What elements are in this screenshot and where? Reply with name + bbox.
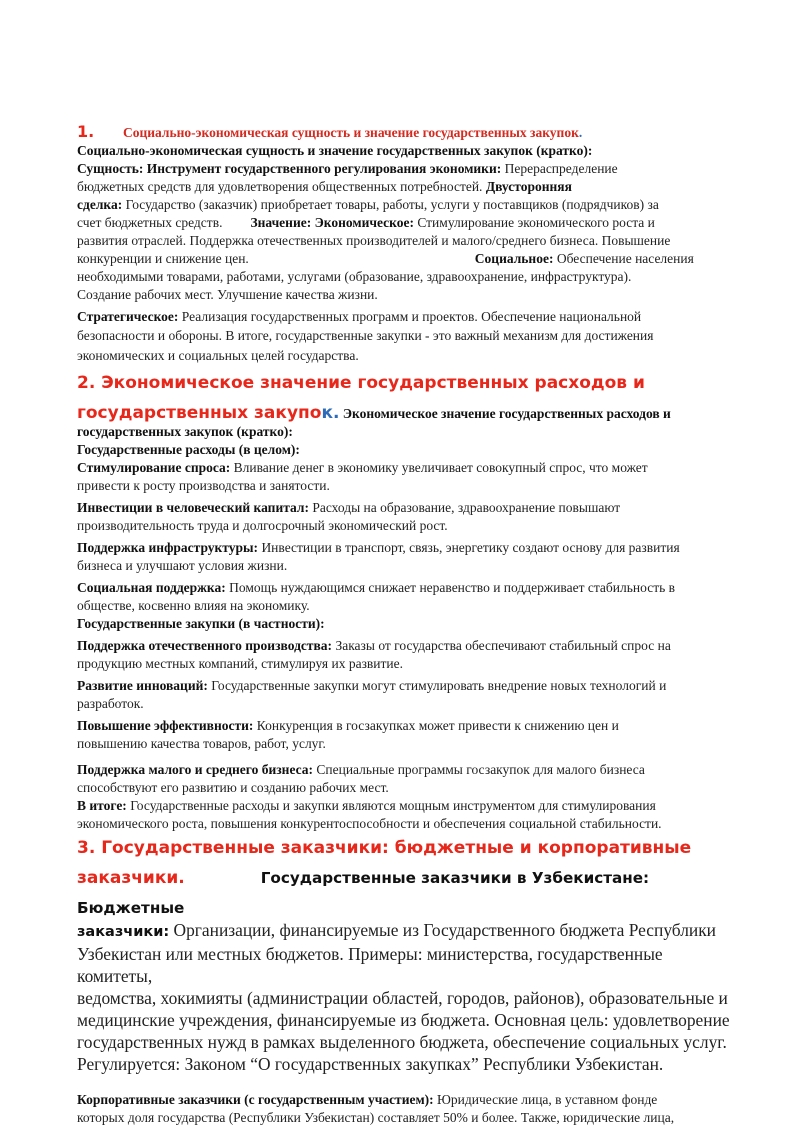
innovation-label: Развитие инноваций:	[77, 678, 208, 693]
section-1-text	[77, 142, 742, 366]
innovation-text: Государственные закупки могут стимулировать внедрение новых технологий и	[207, 678, 667, 693]
deal-label: сделка:	[77, 197, 123, 212]
conclusion-label: В итоге:	[77, 798, 127, 813]
social-support-text-cont: обществе, косвенно влияя на экономику.	[77, 598, 310, 613]
document-body	[77, 122, 742, 1127]
corporate-customers-text-2: которых доля государства (Республики Узбекистан) составляет 50% и более. Также, юридические лица,	[77, 1110, 675, 1125]
section-3-heading	[77, 833, 742, 923]
essence-text-cont: бюджетных средств для удовлетворения общественных потребностей.	[77, 179, 483, 194]
section-2-subtitle-cont: государственных закупок (кратко):	[77, 424, 293, 439]
section-2-text	[77, 423, 742, 833]
strategic-text: Реализация государственных программ и проектов. Обеспечение национальной	[178, 309, 642, 324]
corporate-customers-text	[77, 1091, 742, 1127]
social-support-text: Помощь нуждающимся снижает неравенство и поддерживает стабильность в	[225, 580, 676, 595]
infrastructure-text: Инвестиции в транспорт, связь, энергетику создают основу для развития	[258, 540, 680, 555]
social-text-cont: необходимыми товарами, работами, услугами (образование, здравоохранение, инфраструктура).	[77, 269, 632, 284]
strategic-text-end: экономических и социальных целей государства.	[77, 348, 359, 363]
section-1-title: Социально-экономическая сущность и значение государственных закупок	[123, 125, 579, 140]
economic-text-cont: развития отраслей. Поддержка отечественных производителей и малого/среднего бизнеса. Повышение	[77, 233, 671, 248]
budget-customers-text: Организации, финансируемые из Государственного бюджета Республики	[169, 920, 716, 940]
section-1-title-dot: .	[578, 125, 583, 140]
bilateral-label: Двусторонняя	[482, 179, 572, 194]
efficiency-text: Конкуренция в госзакупках может привести к снижению цен и	[253, 718, 619, 733]
innovation-text-cont: разработок.	[77, 696, 144, 711]
section-2-heading	[77, 368, 742, 429]
section-3-subtitle: Государственные заказчики в Узбекистане: Бюджетные	[77, 869, 650, 917]
section-1-number: 1.	[77, 122, 95, 141]
deal-text-cont: счет бюджетных средств.	[77, 215, 223, 230]
budget-customers-text-6: Регулируется: Законом “О государственных закупках” Республики Узбекистан.	[77, 1054, 664, 1074]
section-1-subtitle: Социально-экономическая сущность и значение государственных закупок (кратко):	[77, 143, 593, 158]
section-1-heading	[77, 122, 742, 142]
state-procurement-heading: Государственные закупки (в частности):	[77, 616, 325, 631]
sme-label: Поддержка малого и среднего бизнеса:	[77, 762, 313, 777]
section-3-text	[77, 919, 742, 1075]
section-3-heading-line-1: 3. Государственные заказчики: бюджетные и корпоративные	[77, 838, 692, 858]
social-label: Социальное:	[474, 251, 554, 266]
demand-text-cont: привести к росту производства и занятости.	[77, 478, 330, 493]
deal-text: Государство (заказчик) приобретает товары, работы, услуги у поставщиков (подрядчиков) за	[122, 197, 659, 212]
economic-text-end: конкуренции и снижение цен.	[77, 251, 249, 266]
social-text-end: Создание рабочих мест. Улучшение качества жизни.	[77, 287, 378, 302]
demand-text: Вливание денег в экономику увеличивает совокупный спрос, что может	[230, 460, 648, 475]
demand-label: Стимулирование спроса:	[77, 460, 231, 475]
significance-label: Значение: Экономическое:	[250, 215, 414, 230]
section-2-heading-line-2: государственных закупо	[77, 403, 322, 423]
domestic-production-text-cont: продукцию местных компаний, стимулируя их развитие.	[77, 656, 404, 671]
essence-text: Перераспределение	[501, 161, 618, 176]
sme-text: Специальные программы госзакупок для малого бизнеса	[313, 762, 645, 777]
section-3-heading-line-2: заказчики.	[77, 868, 185, 888]
efficiency-label: Повышение эффективности:	[77, 718, 254, 733]
budget-customers-text-5: государственных нужд в рамках выделенного бюджета, обеспечение социальных услуг.	[77, 1032, 727, 1052]
conclusion-text-cont: экономического роста, повышения конкурентоспособности и обеспечения социальной стабильности.	[77, 816, 662, 831]
efficiency-text-cont: повышению качества товаров, работ, услуг.	[77, 736, 326, 751]
social-support-label: Социальная поддержка:	[77, 580, 226, 595]
state-expenses-heading: Государственные расходы (в целом):	[77, 442, 300, 457]
domestic-production-label: Поддержка отечественного производства:	[77, 638, 333, 653]
human-capital-text: Расходы на образование, здравоохранение повышают	[308, 500, 621, 515]
conclusion-text: Государственные расходы и закупки являются мощным инструментом для стимулирования	[126, 798, 656, 813]
social-text: Обеспечение населения	[553, 251, 694, 266]
domestic-production-text: Заказы от государства обеспечивают стабильный спрос на	[332, 638, 671, 653]
corporate-customers-label: Корпоративные заказчики (с государственным участием):	[77, 1092, 434, 1107]
section-2-heading-end: к.	[321, 403, 340, 423]
infrastructure-label: Поддержка инфраструктуры:	[77, 540, 259, 555]
section-2-heading-line-1: 2. Экономическое значение государственных расходов и	[77, 373, 645, 393]
human-capital-label: Инвестиции в человеческий капитал:	[77, 500, 309, 515]
infrastructure-text-cont: бизнеса и улучшают условия жизни.	[77, 558, 288, 573]
economic-text: Стимулирование экономического роста и	[413, 215, 655, 230]
budget-customers-text-4: медицинские учреждения, финансируемые из бюджета. Основная цель: удовлетворение	[77, 1010, 730, 1030]
corporate-customers-text-1: Юридические лица, в уставном фонде	[433, 1092, 658, 1107]
budget-customers-text-2: Узбекистан или местных бюджетов. Примеры: министерства, государственные комитеты,	[77, 944, 663, 986]
human-capital-text-cont: производительность труда и долгосрочный экономический рост.	[77, 518, 448, 533]
sme-text-cont: способствуют его развитию и созданию рабочих мест.	[77, 780, 389, 795]
strategic-label: Стратегическое:	[77, 309, 179, 324]
budget-customers-label: заказчики:	[77, 924, 170, 940]
section-2-subtitle: Экономическое значение государственных расходов и	[339, 406, 671, 421]
budget-customers-text-3: ведомства, хокимияты (администрации областей, городов, районов), образовательные и	[77, 988, 728, 1008]
strategic-text-cont: безопасности и обороны. В итоге, государственные закупки - это важный механизм для достижения	[77, 328, 654, 343]
essence-label: Сущность: Инструмент государственного регулирования экономики:	[77, 161, 502, 176]
